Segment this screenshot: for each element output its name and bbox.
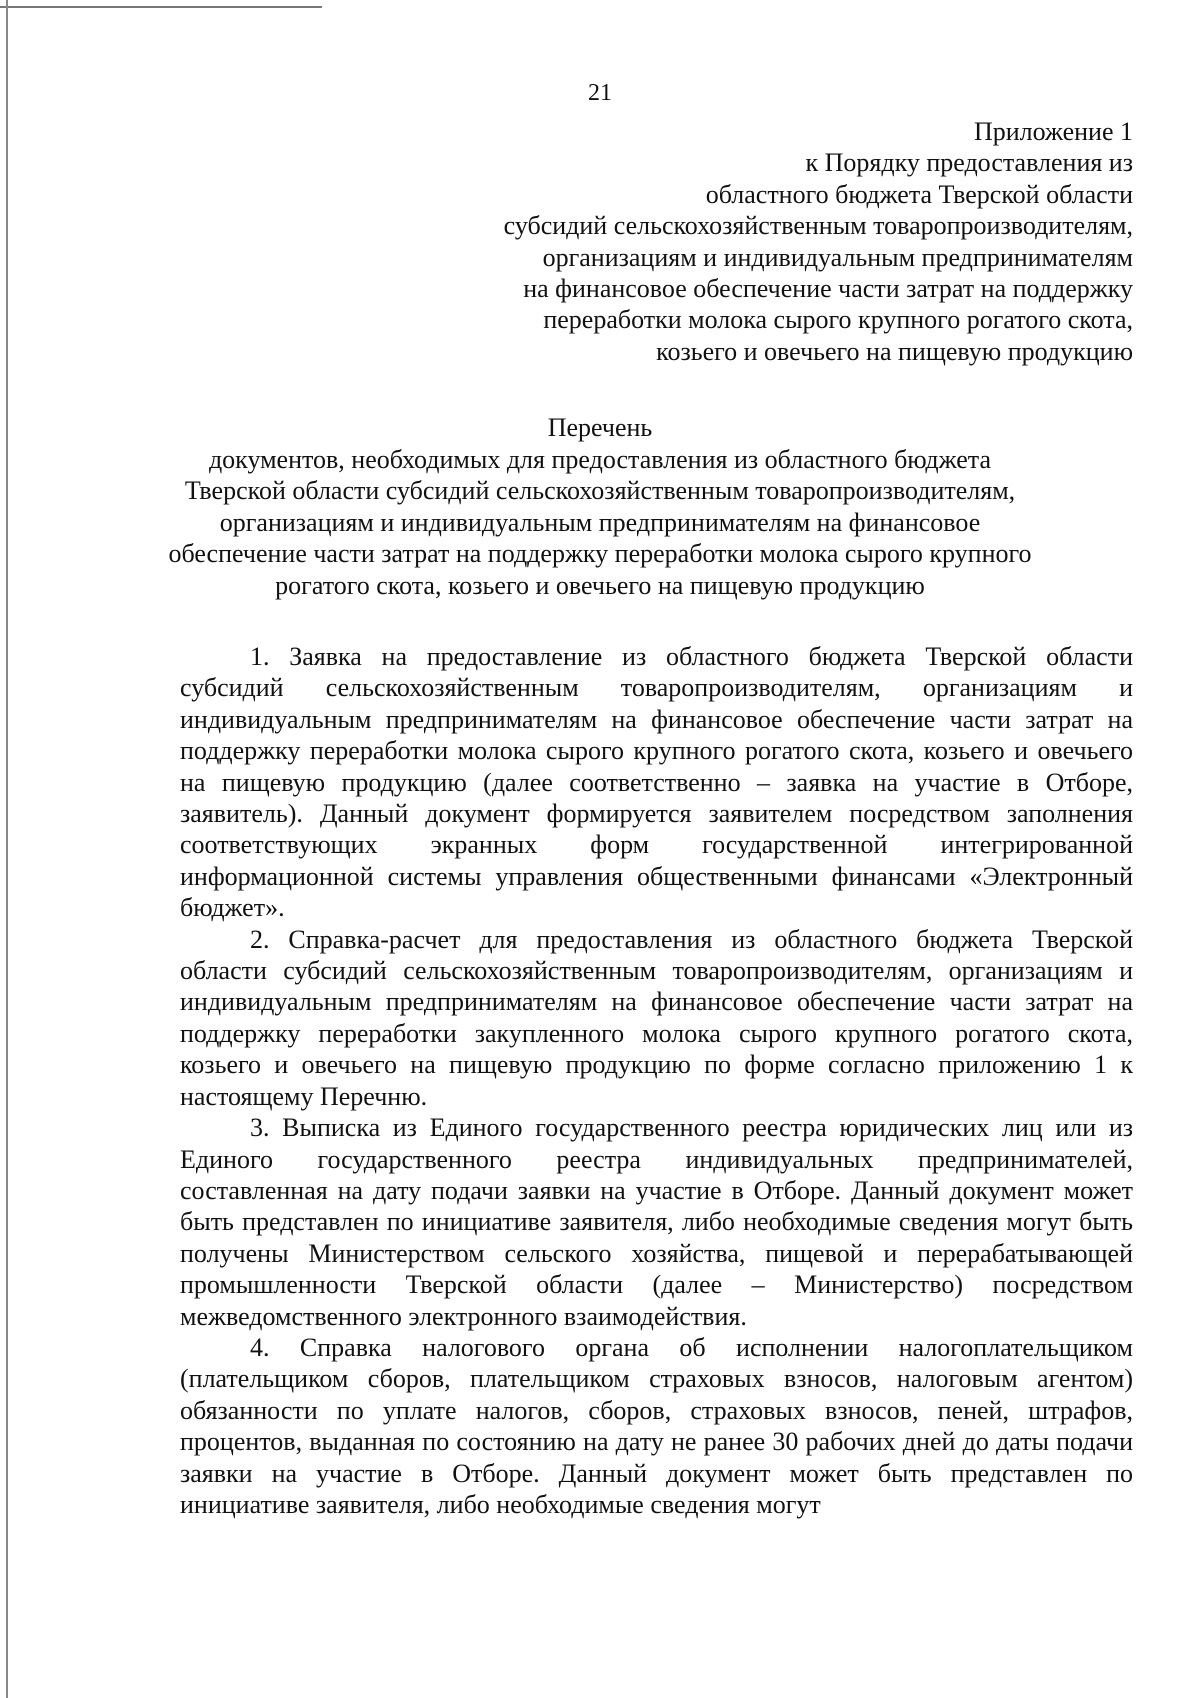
page-number: 21: [588, 80, 612, 106]
scan-edge-left: [6, 0, 8, 1698]
list-item: 2. Справка-расчет для предоставления из областного бюджета Тверской области субсидий сельскохозяйственным товаропроизводителям, организациям и индивидуальным предпринимателям на финансовое обеспечение части затрат на поддержку переработки закупленного молока сырого крупного рогатого скота, козьего и овечьего на пищевую продукцию по форме согласно приложению 1 к настоящему Перечню.: [180, 924, 1133, 1111]
subtitle-line: документов, необходимых для предоставления из областного бюджета: [208, 445, 992, 474]
scan-edge-top: [0, 6, 322, 8]
list-item: 3. Выписка из Единого государственного реестра юридических лиц или из Единого государственного реестра индивидуальных предпринимателей, составленная на дату подачи заявки на участие в Отборе. Данный документ может быть представлен по инициативе заявителя, либо необходимые сведения могут быть получены Министерством сельского хозяйства, пищевой и перерабатывающей промышленности Тверской области (далее – Министерство) посредством межведомственного электронного взаимодействия.: [180, 1113, 1133, 1331]
appendix-line: на финансовое обеспечение части затрат на поддержку: [523, 274, 1133, 304]
list-title: Перечень: [547, 413, 653, 442]
subtitle-line: рогатого скота, козьего и овечьего на пищевую продукцию: [275, 570, 925, 600]
appendix-line: к Порядку предоставления из: [805, 148, 1133, 178]
appendix-line: козьего и овечьего на пищевую продукцию: [656, 336, 1133, 366]
appendix-line: Приложение 1: [973, 117, 1133, 146]
appendix-line: организациям и индивидуальным предпринимателям: [542, 242, 1133, 272]
appendix-line: переработки молока сырого крупного рогатого скота,: [543, 305, 1133, 335]
appendix-line: субсидий сельскохозяйственным товаропроизводителям,: [503, 211, 1133, 241]
subtitle-line: обеспечение части затрат на поддержку переработки молока сырого крупного: [168, 539, 1032, 569]
subtitle-line: Тверской области субсидий сельскохозяйственным товаропроизводителям,: [184, 476, 1016, 506]
appendix-block: [373, 116, 1133, 367]
appendix-line: областного бюджета Тверской области: [705, 179, 1133, 209]
list-subtitle: [150, 444, 1050, 601]
list-item: 1. Заявка на предоставление из областного бюджета Тверской области субсидий сельскохозяйственным товаропроизводителям, организациям и индивидуальным предпринимателям на финансовое обеспечение части затрат на поддержку переработки молока сырого крупного рогатого скота, козьего и овечьего на пищевую продукцию (далее соответственно – заявка на участие в Отборе, заявитель). Данный документ формируется заявителем посредством заполнения соответствующих экранных форм государственной интегрированной информационной системы управления общественными финансами «Электронный бюджет».: [180, 642, 1133, 923]
subtitle-line: организациям и индивидуальным предпринимателям на финансовое: [219, 507, 981, 537]
document-body: [180, 641, 1133, 1520]
list-item: 4. Справка налогового органа об исполнении налогоплательщиком (плательщиком сборов, плательщиком страховых взносов, налоговым агентом) обязанности по уплате налогов, сборов, страховых взносов, пеней, штрафов, процентов, выданная по состоянию на дату не ранее 30 рабочих дней до даты подачи заявки на участие в Отборе. Данный документ может быть представлен по инициативе заявителя, либо необходимые сведения могут: [180, 1332, 1133, 1519]
